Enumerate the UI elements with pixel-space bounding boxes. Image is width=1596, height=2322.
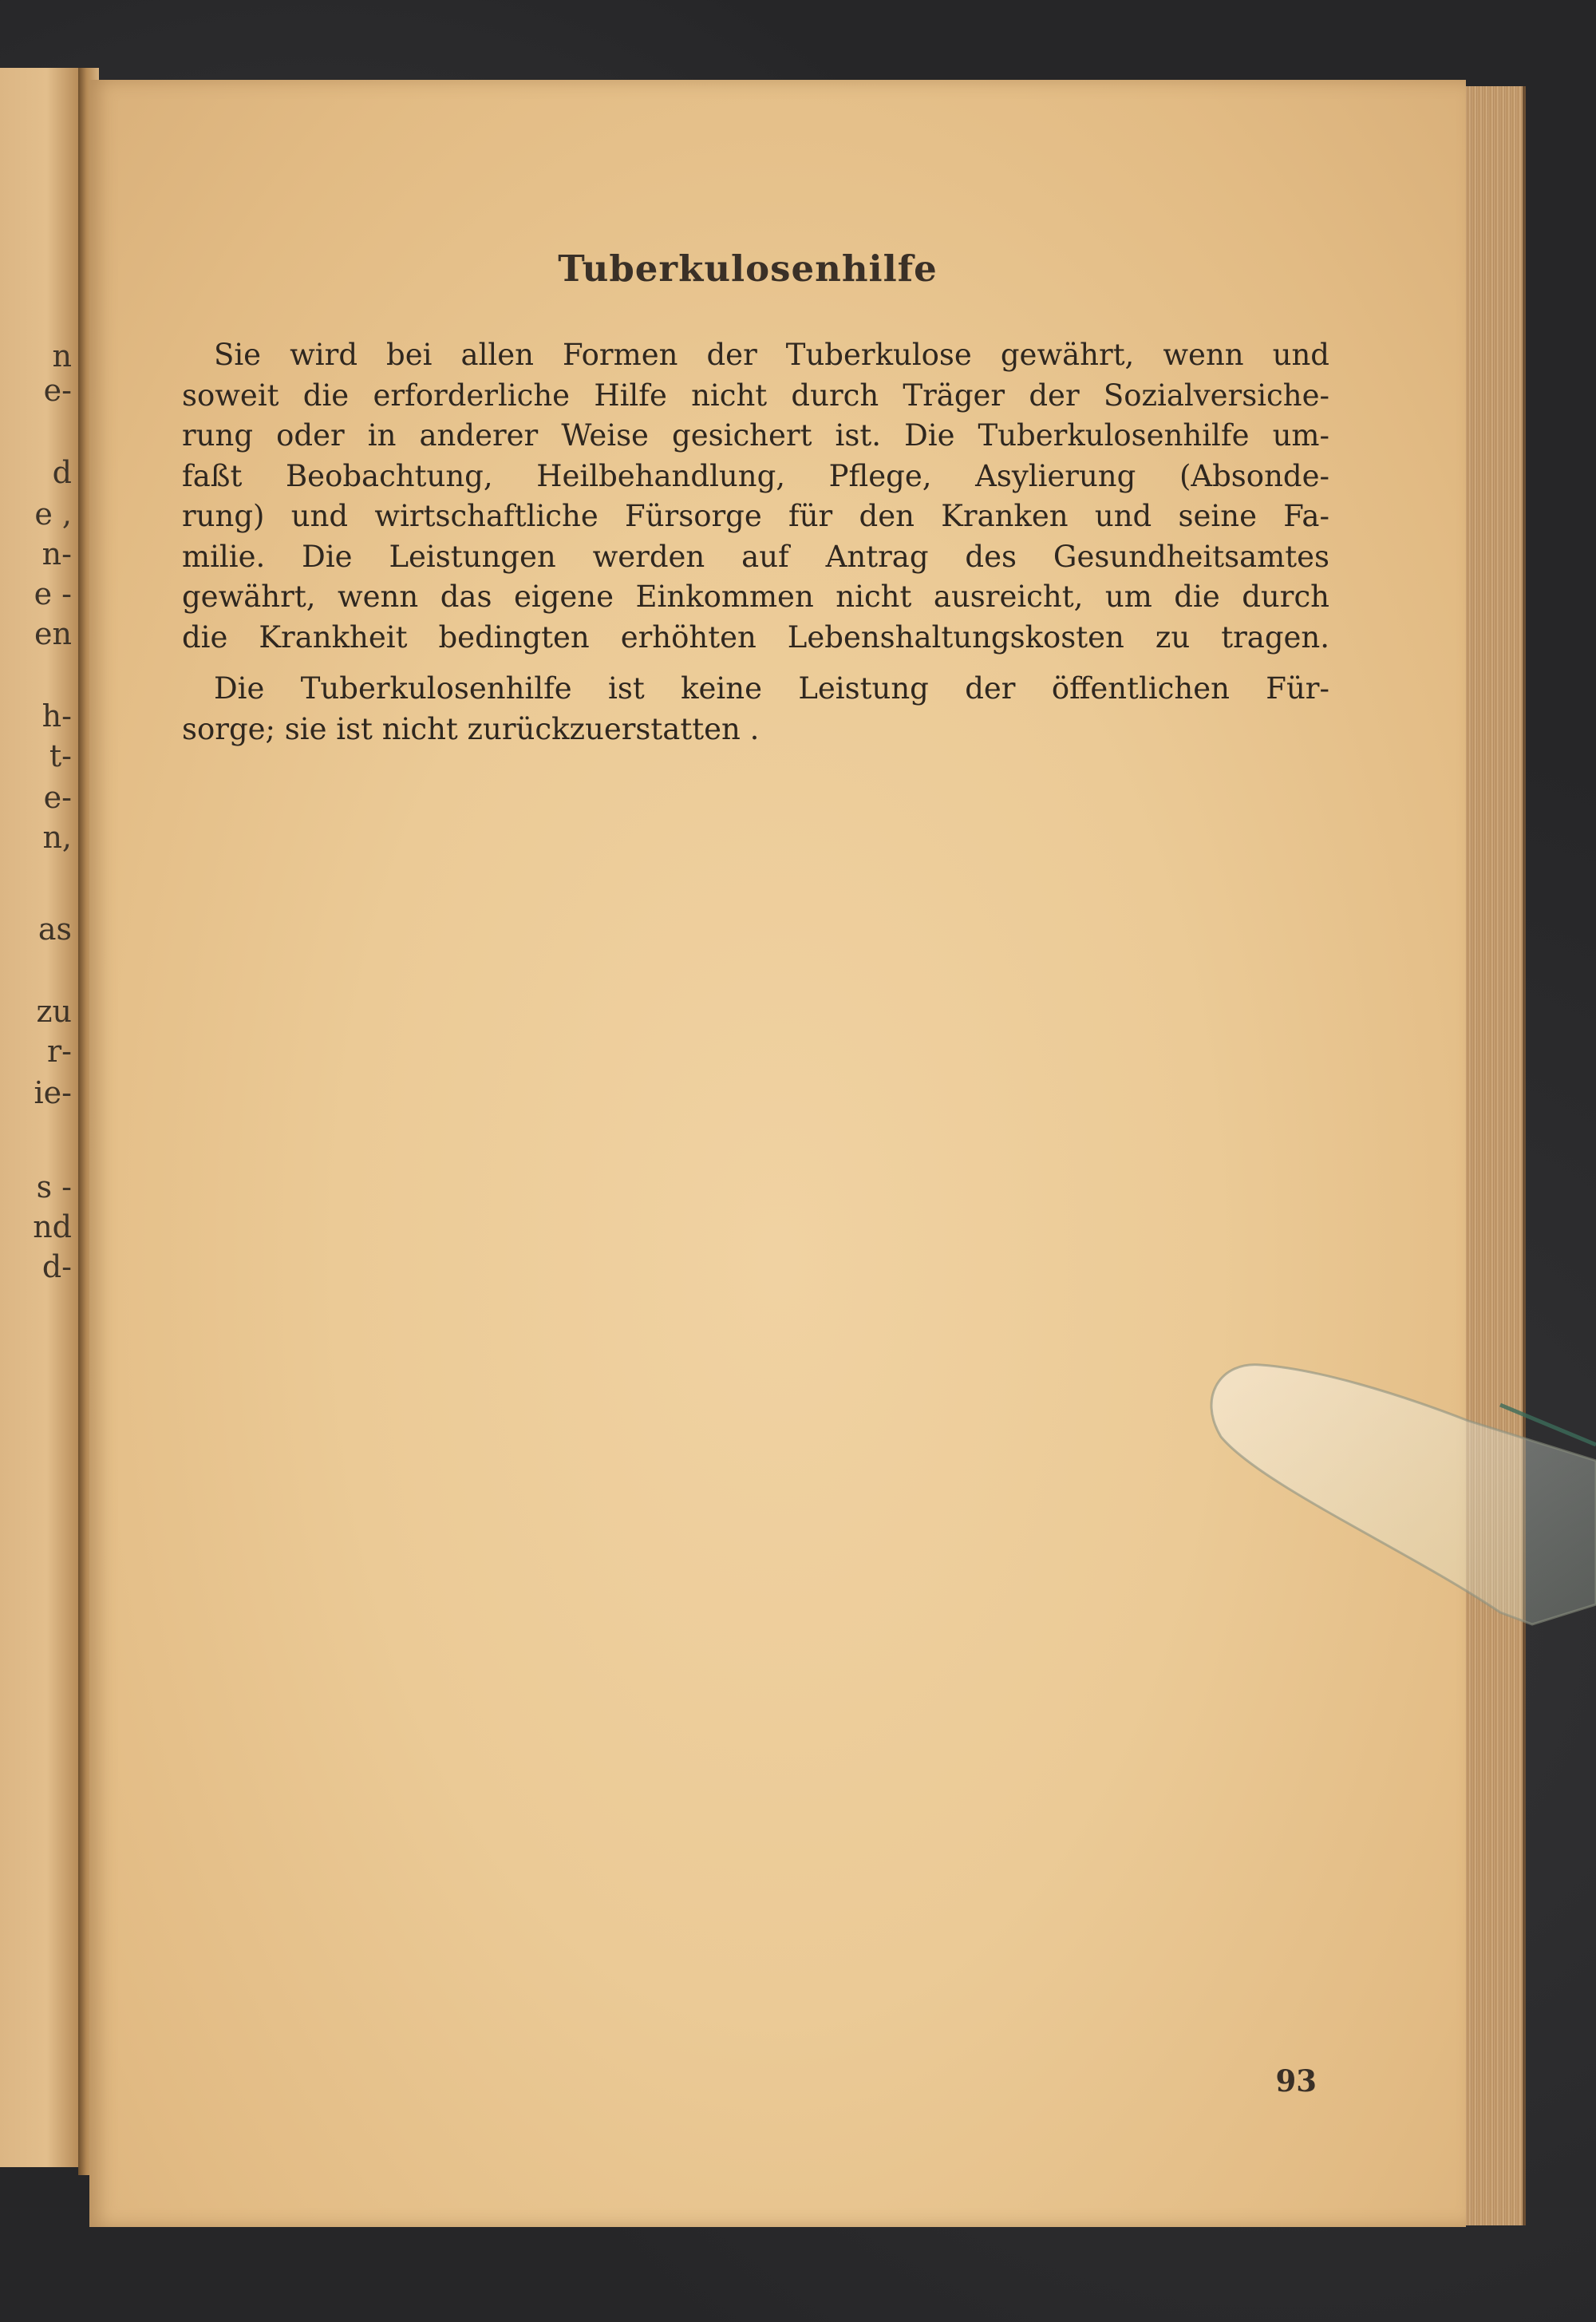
left-fragment: zu (36, 996, 72, 1027)
left-fragment: as (38, 914, 72, 944)
page-stack-edges (1460, 86, 1526, 2225)
left-fragment: d- (41, 1252, 72, 1282)
left-fragment: nd (33, 1212, 72, 1242)
left-page-edge (0, 68, 78, 2167)
text-line: sorge; sie ist nicht zurückzuerstatten . (182, 711, 760, 746)
transparent-bookmark (1197, 1349, 1596, 1652)
left-fragment: en (34, 619, 72, 649)
left-fragment: n (52, 341, 72, 371)
left-fragment: ie- (34, 1078, 72, 1108)
text-line: die Krankheit bedingten erhöhten Lebenshaltungskosten zu tragen. (182, 619, 1329, 655)
section-title: Tuberkulosenhilfe (558, 247, 938, 290)
left-fragment: e- (43, 375, 72, 405)
left-fragment: n- (41, 539, 72, 569)
left-page-text-fragments (0, 68, 78, 2167)
left-fragment: e , (34, 499, 72, 529)
left-fragment: e - (34, 579, 72, 609)
text-line: rung oder in anderer Weise gesichert ist. Die Tuberkulosenhilfe um- (182, 418, 1329, 453)
left-fragment: n, (42, 822, 72, 852)
left-fragment: d (52, 457, 72, 488)
body-text (182, 335, 1329, 750)
text-line: Die Tuberkulosenhilfe ist keine Leistung der öffentlichen Für- (214, 671, 1329, 706)
text-line: gewährt, wenn das eigene Einkommen nicht ausreicht, um die durch (182, 580, 1329, 614)
paragraph-2 (182, 669, 1329, 750)
paragraph-1 (182, 335, 1329, 658)
left-fragment: r- (46, 1036, 72, 1066)
text-line: soweit die erforderliche Hilfe nicht durch Träger der Sozialversiche- (182, 378, 1329, 413)
left-fragment: h- (41, 701, 72, 731)
text-line: faßt Beobachtung, Heilbehandlung, Pflege, Asylierung (Absonde- (182, 458, 1329, 493)
left-fragment: s - (36, 1172, 72, 1202)
text-line: rung) und wirtschaftliche Fürsorge für den Kranken und seine Fa- (182, 499, 1329, 533)
page-number: 93 (1275, 2063, 1317, 2099)
left-fragment: t- (49, 741, 72, 771)
left-fragment: e- (43, 782, 72, 813)
text-line: Sie wird bei allen Formen der Tuberkulose gewährt, wenn und (214, 338, 1329, 372)
text-line: milie. Die Leistungen werden auf Antrag des Gesundheitsamtes (182, 539, 1329, 574)
